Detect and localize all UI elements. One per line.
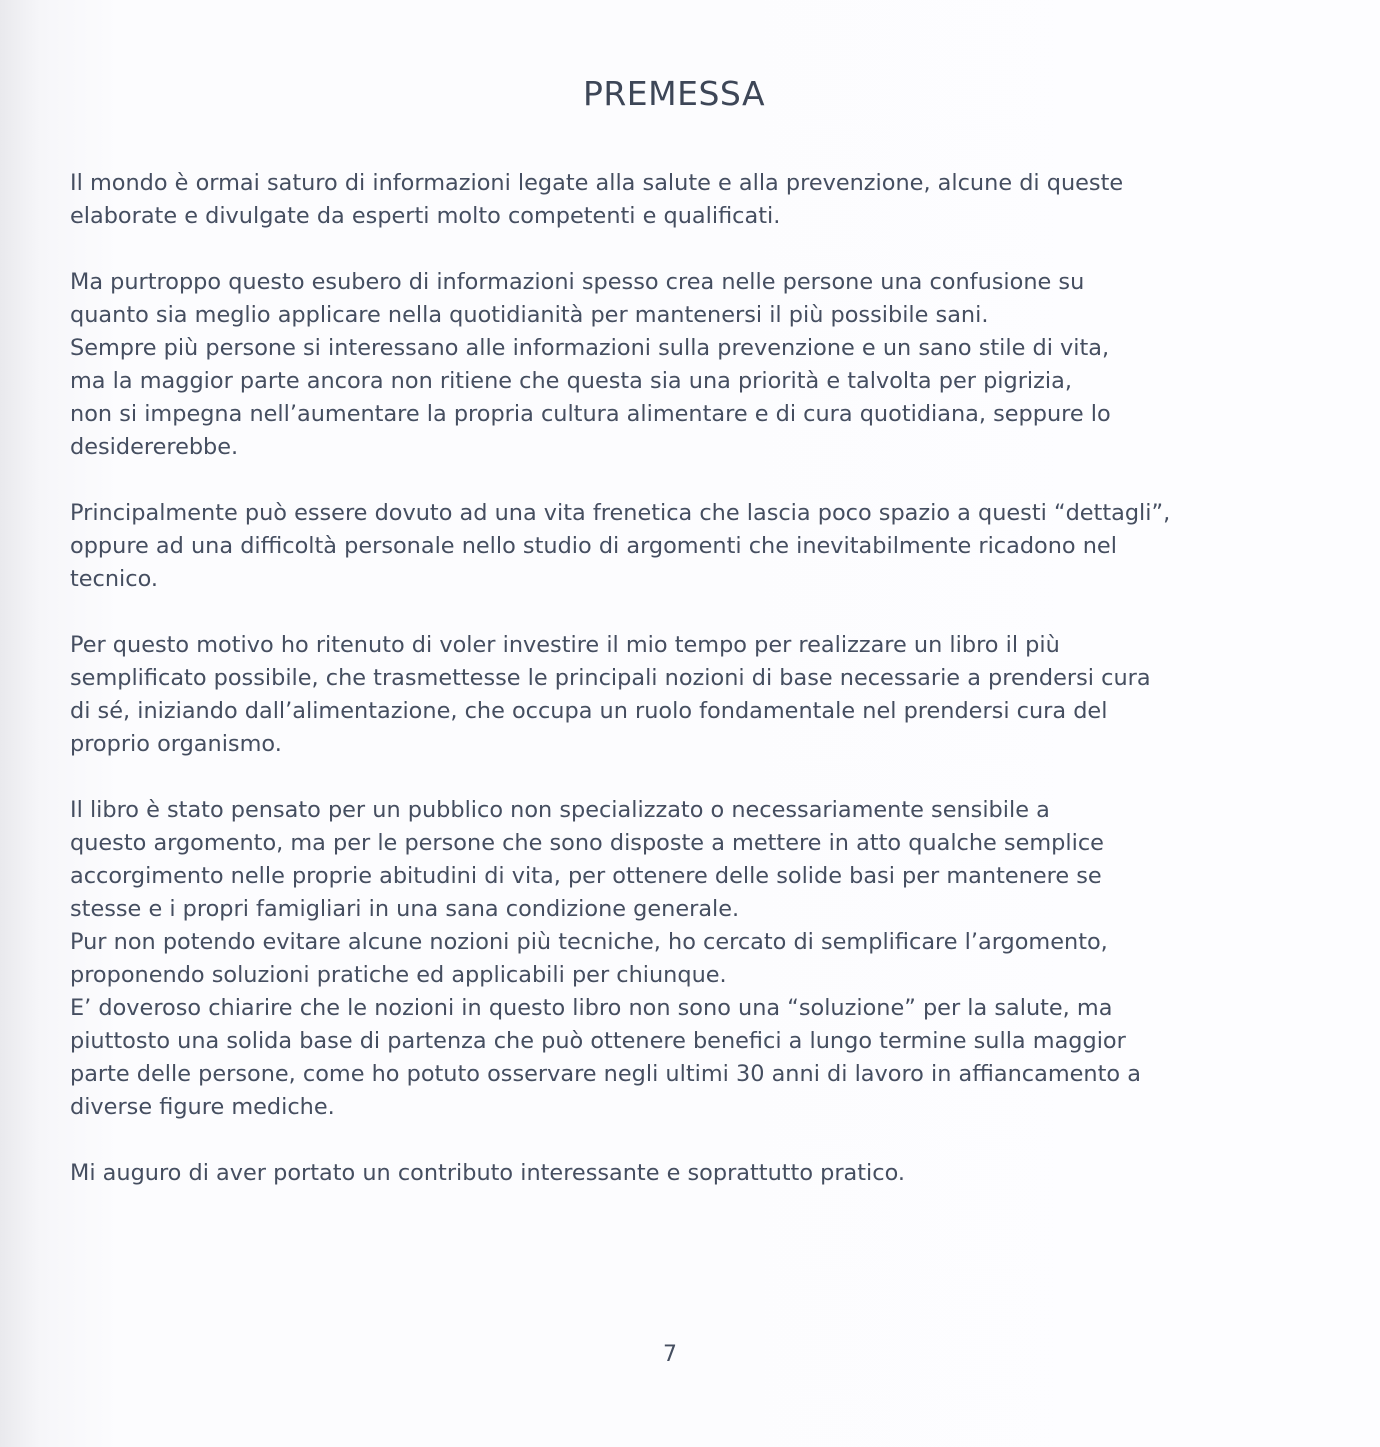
text-line: semplificato possibile, che trasmettesse le principali nozioni di base necessarie a prendersi cura [70, 665, 1151, 691]
text-line: Mi auguro di aver portato un contributo interessante e soprattutto pratico. [70, 1160, 906, 1186]
paragraph-4 [70, 629, 1280, 761]
text-line: quanto sia meglio applicare nella quotidianità per mantenersi il più possibile sani. [70, 302, 989, 328]
text-line: proprio organismo. [70, 731, 282, 757]
paragraph-3 [70, 497, 1280, 596]
text-line: Il libro è stato pensato per un pubblico non specializzato o necessariamente sensibile a [70, 797, 1050, 823]
text-line: Principalmente può essere dovuto ad una vita frenetica che lascia poco spazio a questi “dettagli”, [70, 500, 1171, 526]
text-line: questo argomento, ma per le persone che sono disposte a mettere in atto qualche semplice [70, 830, 1104, 856]
text-line: elaborate e divulgate da esperti molto competenti e qualificati. [70, 203, 781, 229]
page-number: 7 [663, 1342, 677, 1367]
text-line: Il mondo è ormai saturo di informazioni legate alla salute e alla prevenzione, alcune di queste [70, 170, 1124, 196]
text-line: tecnico. [70, 566, 159, 592]
text-line: E’ doveroso chiarire che le nozioni in questo libro non sono una “soluzione” per la salute, ma [70, 995, 1113, 1021]
text-line: parte delle persone, come ho potuto osservare negli ultimi 30 anni di lavoro in affiancamento a [70, 1061, 1141, 1087]
page-title: PREMESSA [582, 74, 766, 113]
paragraph-2 [70, 266, 1280, 464]
text-line: diverse figure mediche. [70, 1094, 335, 1120]
text-line: desidererebbe. [70, 434, 239, 460]
text-line: proponendo soluzioni pratiche ed applicabili per chiunque. [70, 962, 727, 988]
paragraph-1 [70, 167, 1280, 233]
text-line: accorgimento nelle proprie abitudini di vita, per ottenere delle solide basi per mantenere se [70, 863, 1102, 889]
text-line: Pur non potendo evitare alcune nozioni più tecniche, ho cercato di semplificare l’argomento, [70, 929, 1108, 955]
text-line: Ma purtroppo questo esubero di informazioni spesso crea nelle persone una confusione su [70, 269, 1085, 295]
text-line: oppure ad una difficoltà personale nello studio di argomenti che inevitabilmente ricadono nel [70, 533, 1117, 559]
text-line: di sé, iniziando dall’alimentazione, che occupa un ruolo fondamentale nel prendersi cura del [70, 698, 1108, 724]
text-line: Sempre più persone si interessano alle informazioni sulla prevenzione e un sano stile di vita, [70, 335, 1110, 361]
text-line: piuttosto una solida base di partenza che può ottenere benefici a lungo termine sulla maggior [70, 1028, 1126, 1054]
text-line: stesse e i propri famigliari in una sana condizione generale. [70, 896, 740, 922]
paragraph-6 [70, 1157, 1280, 1190]
body-text [70, 167, 1280, 1223]
paragraph-5 [70, 794, 1280, 1124]
text-line: ma la maggior parte ancora non ritiene che questa sia una priorità e talvolta per pigrizia, [70, 368, 1072, 394]
text-line: Per questo motivo ho ritenuto di voler investire il mio tempo per realizzare un libro il più [70, 632, 1060, 658]
text-line: non si impegna nell’aumentare la propria cultura alimentare e di cura quotidiana, seppure lo [70, 401, 1111, 427]
